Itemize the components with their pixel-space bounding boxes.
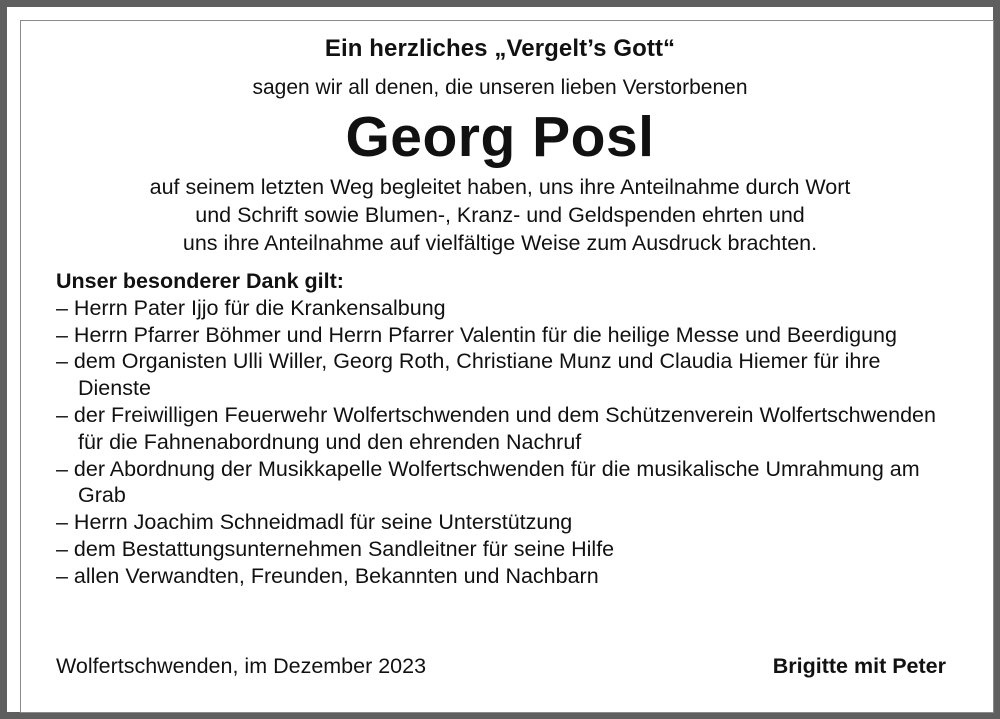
paragraph-line: und Schrift sowie Blumen-, Kranz- und Geldspenden ehrten und: [195, 203, 805, 227]
thanks-item: – Herrn Pater Ijjo für die Krankensalbung: [56, 295, 446, 320]
paragraph-line: auf seinem letzten Weg begleitet haben, uns ihre Anteilnahme durch Wort: [149, 175, 851, 199]
deceased-name: Georg Posl: [345, 105, 655, 169]
thanks-item: – Herrn Pfarrer Böhmer und Herrn Pfarrer Valentin für die heilige Messe und Beerdigung: [56, 322, 897, 347]
thanks-section: [56, 268, 956, 590]
place-date: Wolfertschwenden, im Dezember 2023: [56, 654, 427, 678]
thanks-item: – der Freiwilligen Feuerwehr Wolfertschwenden und dem Schützenverein Wolfertschwenden für die Fahnenabordnung und den ehrenden Nachruf: [56, 402, 936, 454]
signature: Brigitte mit Peter: [772, 654, 946, 678]
thanks-item: – allen Verwandten, Freunden, Bekannten und Nachbarn: [56, 563, 599, 588]
thanks-item: – dem Bestattungsunternehmen Sandleitner für seine Hilfe: [56, 536, 615, 561]
thanks-item: – Herrn Joachim Schneidmadl für seine Unterstützung: [56, 510, 573, 535]
thanks-title: Unser besonderer Dank gilt:: [56, 269, 344, 293]
notice-intro: sagen wir all denen, die unseren lieben Verstorbenen: [252, 76, 748, 99]
thanks-item: – dem Organisten Ulli Willer, Georg Roth, Christiane Munz und Claudia Hiemer für ihre Dienste: [56, 349, 881, 401]
paragraph-line: uns ihre Anteilnahme auf vielfältige Weise zum Ausdruck brachten.: [182, 231, 818, 255]
notice-heading: Ein herzliches „Vergelt’s Gott“: [324, 35, 676, 62]
thanks-item: – der Abordnung der Musikkapelle Wolfertschwenden für die musikalische Umrahmung am Grab: [56, 456, 920, 508]
notice-paragraph: [0, 173, 1000, 257]
